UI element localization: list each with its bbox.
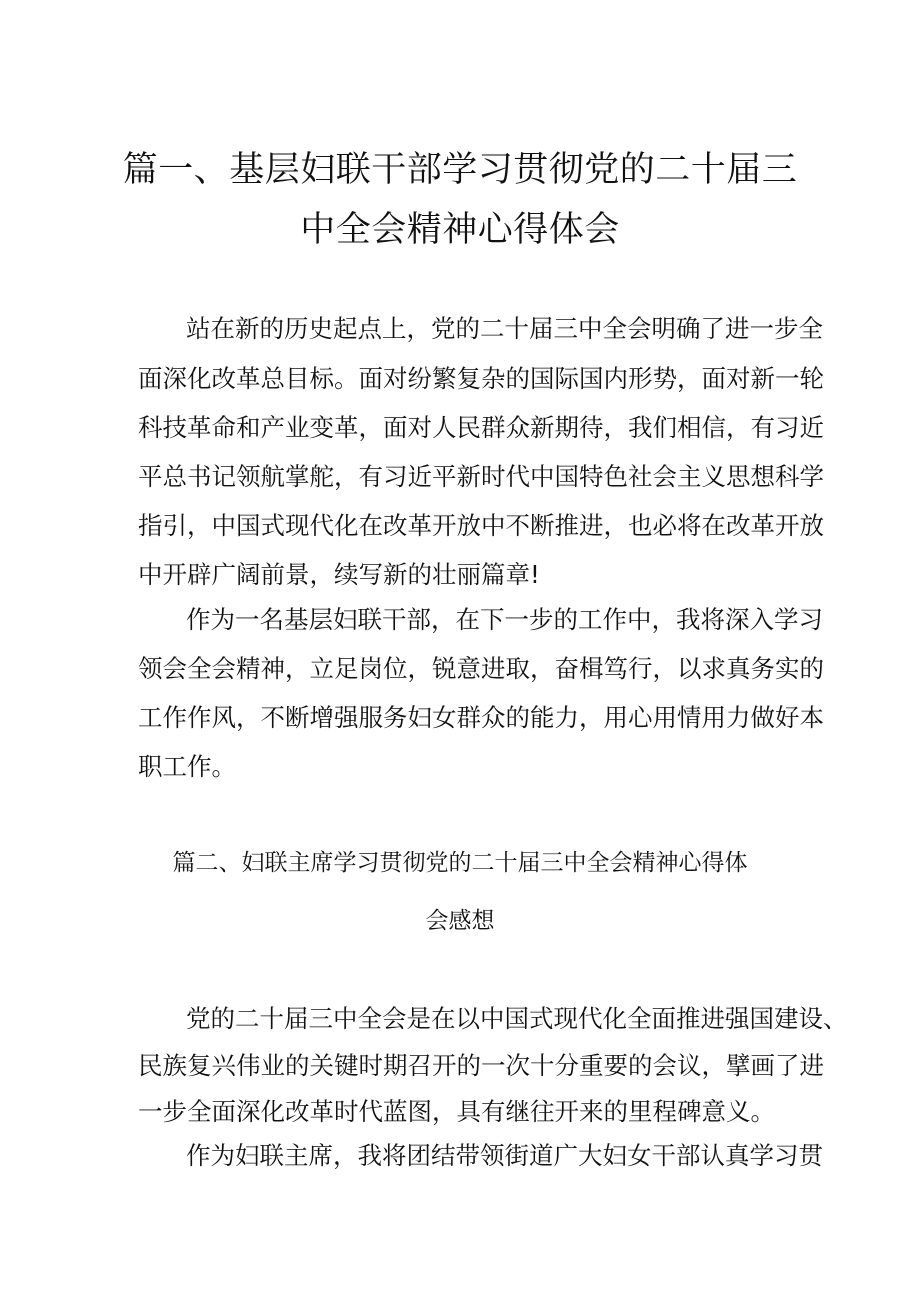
section2-paragraph1-line-3: 一步全面深化改革时代蓝图，具有继往开来的里程碑意义。 bbox=[138, 1097, 775, 1126]
section1-paragraph1-line-1: 站在新的历史起点上，党的二十届三中全会明确了进一步全 bbox=[186, 314, 823, 343]
section2-paragraph2-line-1: 作为妇联主席，我将团结带领街道广大妇女干部认真学习贯 bbox=[186, 1141, 823, 1170]
section1-paragraph1-line-6: 中开辟广阔前景，续写新的壮丽篇章! bbox=[138, 560, 540, 589]
section1-title-line-2: 中全会精神心得体会 bbox=[300, 210, 620, 250]
section2-paragraph1-line-1: 党的二十届三中全会是在以中国式现代化全面推进强国建设、 bbox=[186, 1004, 848, 1033]
section1-paragraph2-line-2: 领会全会精神，立足岗位，锐意进取，奋楫笃行，以求真务实的 bbox=[138, 654, 824, 683]
section1-paragraph1-line-3: 科技革命和产业变革，面对人民群众新期待，我们相信，有习近 bbox=[138, 413, 824, 442]
section1-paragraph2-line-3: 工作作风，不断增强服务妇女群众的能力，用心用情用力做好本 bbox=[138, 703, 824, 732]
section1-paragraph1-line-4: 平总书记领航掌舵，有习近平新时代中国特色社会主义思想科学 bbox=[138, 462, 824, 491]
section1-title-line-1: 篇一、基层妇联干部学习贯彻党的二十届三 bbox=[122, 150, 798, 190]
section1-paragraph1-line-2: 面深化改革总目标。面对纷繁复杂的国际国内形势，面对新一轮 bbox=[138, 364, 824, 393]
section1-paragraph1-line-5: 指引，中国式现代化在改革开放中不断推进，也必将在改革开放 bbox=[138, 511, 824, 540]
section2-paragraph1-line-2: 民族复兴伟业的关键时期召开的一次十分重要的会议，擘画了进 bbox=[138, 1051, 824, 1080]
section1-paragraph2-line-4: 职工作。 bbox=[138, 752, 236, 781]
section2-title-line-2: 会感想 bbox=[425, 908, 495, 934]
section1-paragraph2-line-1: 作为一名基层妇联干部，在下一步的工作中，我将深入学习 bbox=[186, 605, 823, 634]
section2-title-line-1: 篇二、妇联主席学习贯彻党的二十届三中全会精神心得体 bbox=[172, 850, 748, 876]
